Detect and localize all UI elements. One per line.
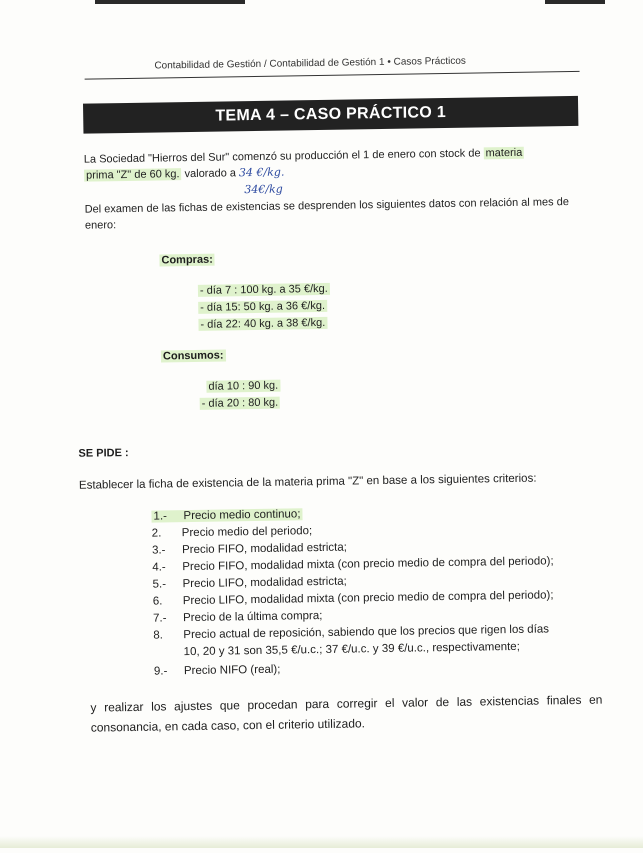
scan-bottom-edge bbox=[0, 836, 643, 848]
examen-paragraph: Del examen de las fichas de existencias se desprenden los siguientes datos con relación al mes de enero: bbox=[84, 196, 569, 232]
se-pide-heading: SE PIDE : bbox=[78, 447, 129, 460]
criterion-item: 1.- Precio medio continuo; bbox=[153, 508, 301, 523]
compras-item: - día 7 : 100 kg. a 35 €/kg. bbox=[199, 282, 328, 297]
criterion-item: 4.- Precio FIFO, modalidad mixta (con precio medio de compra del periodo); bbox=[152, 555, 554, 574]
consumos-item: día 10 : 90 kg. bbox=[208, 379, 279, 393]
page-title: TEMA 4 – CASO PRÁCTICO 1 bbox=[83, 96, 578, 134]
criterion-item: 6. Precio LIFO, modalidad mixta (con precio medio de compra del periodo); bbox=[152, 589, 554, 608]
establecer-paragraph: Establecer la ficha de existencia de la materia prima "Z" en base a los siguientes criterios: bbox=[78, 472, 537, 492]
criterion-item: 3.- Precio FIFO, modalidad estricta; bbox=[151, 541, 348, 557]
intro-highlight-2: prima "Z" de 60 kg. bbox=[86, 168, 180, 182]
compras-label: Compras: bbox=[161, 253, 213, 267]
intro-text-2: valorado a bbox=[181, 167, 240, 181]
intro-paragraph bbox=[84, 144, 584, 184]
handwritten-value: 34 €/kg. bbox=[238, 165, 285, 180]
criterion-item: 5.- Precio LIFO, modalidad estricta; bbox=[152, 575, 347, 591]
intro-highlight-1: materia bbox=[485, 146, 523, 160]
criterion-item: 7.- Precio de la última compra; bbox=[153, 609, 323, 625]
consumos-label: Consumos: bbox=[162, 349, 224, 363]
running-header: Contabilidad de Gestión / Contabilidad de Gestión 1 • Casos Prácticos bbox=[154, 55, 466, 72]
criterion-item: 8. Precio actual de reposición, sabiendo que los precios que rigen los días bbox=[153, 623, 550, 642]
compras-item: - día 15: 50 kg. a 36 €/kg. bbox=[200, 299, 326, 314]
consumos-item: - día 20 : 80 kg. bbox=[201, 396, 279, 410]
header-rule bbox=[85, 71, 580, 80]
criterion-item: 2. Precio medio del periodo; bbox=[151, 525, 313, 540]
closing-paragraph: y realizar los ajustes que procedan para corregir el valor de las existencias finales en consonancia, en cada caso, con el criterio utilizado. bbox=[90, 692, 603, 735]
handwritten-note: 34€/kg bbox=[244, 182, 283, 197]
compras-item: - día 22: 40 kg. a 38 €/kg. bbox=[200, 316, 326, 331]
criterion-item: 9.- Precio NIFO (real); bbox=[153, 663, 281, 678]
intro-text-1: La Sociedad "Hierros del Sur" comenzó su producción el 1 de enero con stock de bbox=[83, 147, 484, 166]
criterion-item-continuation: 10, 20 y 31 son 35,5 €/u.c.; 37 €/u.c. y 39 €/u.c., respectivamente; bbox=[183, 640, 520, 659]
